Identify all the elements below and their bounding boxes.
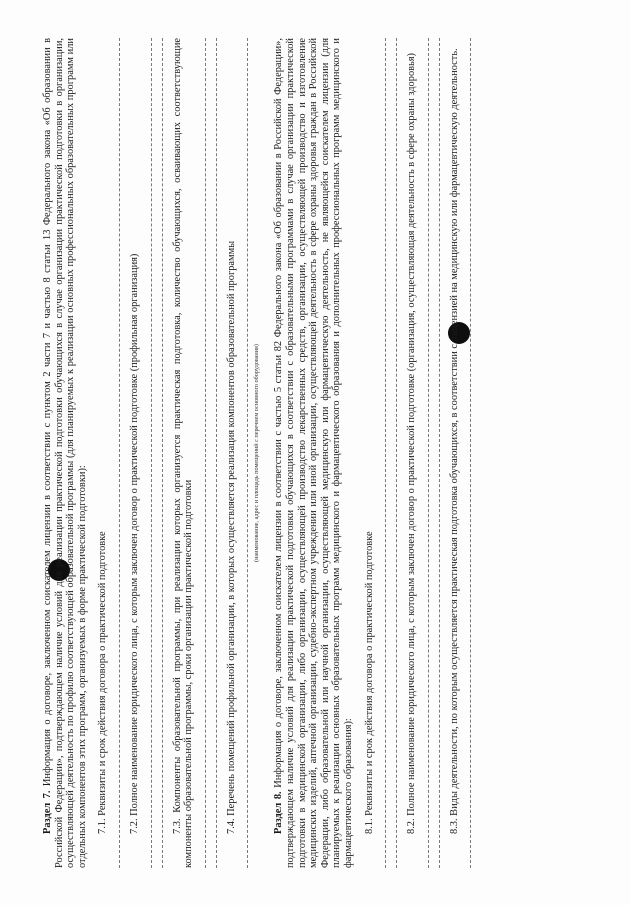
- fill-line: [384, 38, 386, 868]
- item-7-4: 7.4. Перечень помещений профильной организации, в которых осуществляется реализация компонентов образовательной программы: [225, 240, 237, 834]
- section-8-title: Раздел 8.: [273, 791, 285, 834]
- item-7-2: 7.2. Полное наименование юридического лица, с которым заключен договор о практической подготовке (профильная организация): [128, 253, 140, 834]
- fill-line: [215, 38, 217, 868]
- fill-line: [438, 38, 440, 868]
- fill-line: [150, 38, 152, 868]
- section-8-intro: Информация о договоре, заключенном соискателем лицензии в соответствии с частью 5 статьи 82 Федерального закона «Об образовании в Российской Федерации», подтверждающем наличие условий для реализации практической подготовки обучающихся в соответствии с образовательными программами в случае организации практической подготовки в медицинской организации, либо организации, осуществляющей производство лекарственных средств, организации, осуществляющей производство и изготовление медицинских изделий, аптечной организации, судебно-экспертном учреждении или иной организации, осуществляющей деятельность в сфере охраны здоровья граждан в Российской Федерации, либо образовательной или научной организации, осуществляющей медицинскую или фармацевтическую деятельность, не являющейся соискателем лицензии (для планируемых к реализации основных образовательных программ медицинского и фармацевтического образования и дополнительных профессиональных программ медицинского и фармацевтического образования):: [273, 38, 354, 868]
- fill-line: [204, 38, 206, 868]
- section-7-paragraph: [42, 38, 88, 868]
- item-8-2: 8.2. Полное наименование юридического лица, с которым заключен договор о практической подготовке (организация, осуществляющая деятельность в сфере охраны здоровья): [406, 52, 418, 834]
- fill-line: [161, 38, 163, 868]
- section-8-paragraph: [273, 38, 354, 868]
- item-8-1: 8.1. Реквизиты и срок действия договора о практической подготовке: [363, 531, 375, 834]
- section-7-title: Раздел 7.: [42, 790, 53, 834]
- section-7-intro: Информация о договоре, заключенном соискателем лицензии в соответствии с пунктом 2 части 7 и частью 8 статьи 13 Федерального закона «Об образовании в Российской Федерации», подтверждающем наличие условий для реализации практической подготовки обучающихся в случае организации практической подготовки в организации, осуществляющей деятельность по профилю соответствующей образовательной программы (для планируемых к реализации основных профессиональных образовательных программ или отдельных компонентов этих программ, организуемых в форме практической подготовки):: [42, 38, 88, 868]
- fill-line: [469, 38, 471, 868]
- fill-line: [427, 38, 429, 868]
- item-7-3: 7.3. Компоненты образовательной программы, при реализации которых организуется практическая подготовка, количество обучающихся, осваивающих соответствующие компоненты образовательной программы, сроки организации практической подготовки: [171, 38, 195, 868]
- fill-line: [118, 38, 120, 868]
- item-7-1: 7.1. Реквизиты и срок действия договора о практической подготовке: [97, 531, 109, 834]
- item-8-3: 8.3. Виды деятельности, по которым осуществляется практическая подготовка обучающихся, в соответствии с лицензией на медицинскую или фармацевтическую деятельность.: [448, 48, 460, 834]
- fill-line: [246, 38, 248, 868]
- item-7-4-caption: (наименование, адрес и площадь помещений с перечнем основного оборудования): [253, 344, 261, 562]
- fill-line: [395, 38, 397, 868]
- rotated-document-body: [42, 38, 602, 868]
